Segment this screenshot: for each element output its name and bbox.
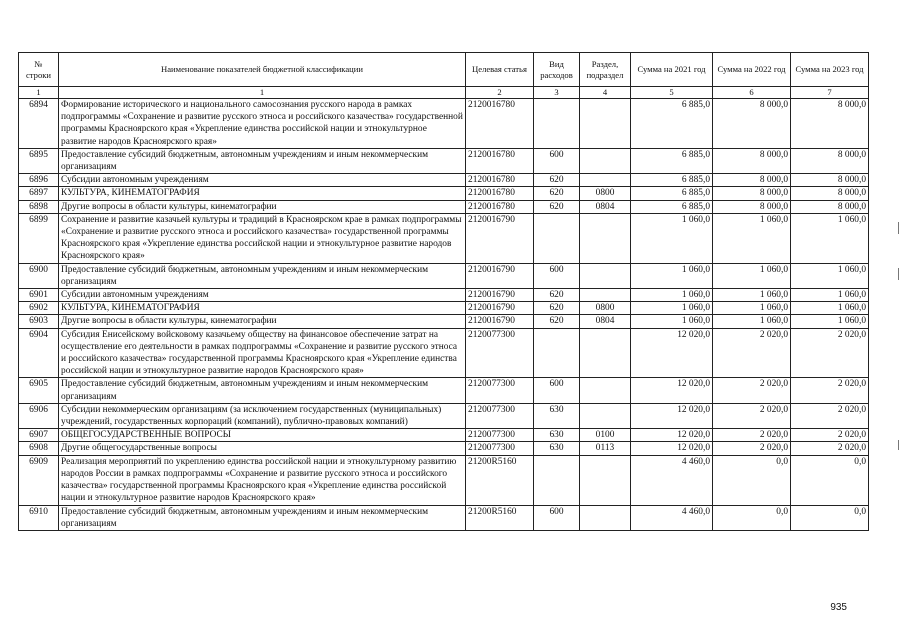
- indicator-name-cell: КУЛЬТУРА, КИНЕМАТОГРАФИЯ: [59, 187, 466, 200]
- column-number: 7: [791, 87, 869, 99]
- table-row: [19, 302, 869, 315]
- header-sum-2021: Сумма на 2021 год: [631, 53, 713, 87]
- expense-type-cell: [534, 99, 580, 149]
- expense-type-cell: 620: [534, 302, 580, 315]
- expense-type-cell: 600: [534, 263, 580, 288]
- sum-2022-cell: 2 020,0: [713, 442, 791, 455]
- budget-table: [18, 52, 869, 531]
- section-cell: [580, 378, 631, 403]
- sum-2021-cell: 12 020,0: [631, 328, 713, 378]
- indicator-name-cell: Формирование исторического и национального самосознания русского народа в рамках подпрограммы «Сохранение и развитие русского этноса и российского казачества» государственной программы Красноярского края «Укрепление единства российской нации и этнокультурное развитие народов Красноярского края»: [59, 99, 466, 149]
- sum-2022-cell: 0,0: [713, 505, 791, 530]
- table-row: [19, 263, 869, 288]
- row-number-cell: 6908: [19, 442, 59, 455]
- target-article-cell: 2120077300: [466, 403, 534, 428]
- sum-2023-cell: 1 060,0: [791, 289, 869, 302]
- expense-type-cell: [534, 455, 580, 505]
- table-row: [19, 429, 869, 442]
- target-article-cell: 2120016780: [466, 174, 534, 187]
- row-number-cell: 6896: [19, 174, 59, 187]
- column-number: 4: [580, 87, 631, 99]
- row-number-cell: 6895: [19, 148, 59, 173]
- scan-edge-mark: [898, 440, 899, 450]
- column-numbers-row: [19, 87, 869, 99]
- target-article-cell: 2120016790: [466, 263, 534, 288]
- sum-2022-cell: 8 000,0: [713, 187, 791, 200]
- table-row: [19, 200, 869, 213]
- target-article-cell: 2120016790: [466, 302, 534, 315]
- sum-2022-cell: 1 060,0: [713, 302, 791, 315]
- table-row: [19, 455, 869, 505]
- indicator-name-cell: Предоставление субсидий бюджетным, автономным учреждениям и иным некоммерческим организациям: [59, 378, 466, 403]
- expense-type-cell: 630: [534, 403, 580, 428]
- row-number-cell: 6900: [19, 263, 59, 288]
- target-article-cell: 2120016780: [466, 200, 534, 213]
- section-cell: [580, 505, 631, 530]
- target-article-cell: 2120016790: [466, 213, 534, 263]
- sum-2022-cell: 1 060,0: [713, 315, 791, 328]
- section-cell: 0804: [580, 315, 631, 328]
- expense-type-cell: 620: [534, 289, 580, 302]
- header-sum-2022: Сумма на 2022 год: [713, 53, 791, 87]
- column-number: 1: [59, 87, 466, 99]
- column-number: 3: [534, 87, 580, 99]
- sum-2021-cell: 6 885,0: [631, 174, 713, 187]
- expense-type-cell: 620: [534, 187, 580, 200]
- column-number: 5: [631, 87, 713, 99]
- sum-2023-cell: 8 000,0: [791, 174, 869, 187]
- sum-2022-cell: 8 000,0: [713, 200, 791, 213]
- expense-type-cell: 600: [534, 148, 580, 173]
- row-number-cell: 6901: [19, 289, 59, 302]
- sum-2021-cell: 1 060,0: [631, 315, 713, 328]
- section-cell: 0800: [580, 302, 631, 315]
- sum-2021-cell: 1 060,0: [631, 302, 713, 315]
- column-number: 2: [466, 87, 534, 99]
- section-cell: 0804: [580, 200, 631, 213]
- sum-2022-cell: 1 060,0: [713, 263, 791, 288]
- sum-2022-cell: 1 060,0: [713, 213, 791, 263]
- sum-2023-cell: 2 020,0: [791, 442, 869, 455]
- target-article-cell: 21200R5160: [466, 505, 534, 530]
- target-article-cell: 2120077300: [466, 429, 534, 442]
- table-body: [19, 99, 869, 531]
- target-article-cell: 2120077300: [466, 442, 534, 455]
- sum-2021-cell: 6 885,0: [631, 200, 713, 213]
- header-section: Раздел, подраздел: [580, 53, 631, 87]
- indicator-name-cell: Предоставление субсидий бюджетным, автономным учреждениям и иным некоммерческим организациям: [59, 505, 466, 530]
- sum-2023-cell: 1 060,0: [791, 263, 869, 288]
- indicator-name-cell: Предоставление субсидий бюджетным, автономным учреждениям и иным некоммерческим организациям: [59, 263, 466, 288]
- indicator-name-cell: Субсидии автономным учреждениям: [59, 174, 466, 187]
- sum-2022-cell: 2 020,0: [713, 378, 791, 403]
- row-number-cell: 6898: [19, 200, 59, 213]
- sum-2022-cell: 2 020,0: [713, 403, 791, 428]
- column-number: 6: [713, 87, 791, 99]
- table-row: [19, 505, 869, 530]
- table-row: [19, 328, 869, 378]
- row-number-cell: 6897: [19, 187, 59, 200]
- section-cell: [580, 174, 631, 187]
- target-article-cell: 2120016780: [466, 187, 534, 200]
- row-number-cell: 6899: [19, 213, 59, 263]
- target-article-cell: 2120016790: [466, 315, 534, 328]
- indicator-name-cell: Другие вопросы в области культуры, кинематографии: [59, 315, 466, 328]
- section-cell: [580, 148, 631, 173]
- table-row: [19, 174, 869, 187]
- sum-2022-cell: 8 000,0: [713, 148, 791, 173]
- header-name: Наименование показателей бюджетной классификации: [59, 53, 466, 87]
- scan-edge-mark: [898, 268, 899, 280]
- section-cell: 0800: [580, 187, 631, 200]
- sum-2021-cell: 12 020,0: [631, 429, 713, 442]
- indicator-name-cell: Субсидии некоммерческим организациям (за исключением государственных (муниципальных) учреждений, государственных корпораций (компаний), публично-правовых компаний): [59, 403, 466, 428]
- row-number-cell: 6909: [19, 455, 59, 505]
- indicator-name-cell: Субсидии автономным учреждениям: [59, 289, 466, 302]
- target-article-cell: 2120077300: [466, 378, 534, 403]
- sum-2023-cell: 2 020,0: [791, 429, 869, 442]
- row-number-cell: 6910: [19, 505, 59, 530]
- expense-type-cell: 630: [534, 429, 580, 442]
- row-number-cell: 6902: [19, 302, 59, 315]
- sum-2023-cell: 1 060,0: [791, 302, 869, 315]
- sum-2022-cell: 0,0: [713, 455, 791, 505]
- sum-2021-cell: 12 020,0: [631, 378, 713, 403]
- sum-2022-cell: 1 060,0: [713, 289, 791, 302]
- table-row: [19, 442, 869, 455]
- header-sum-2023: Сумма на 2023 год: [791, 53, 869, 87]
- section-cell: 0113: [580, 442, 631, 455]
- row-number-cell: 6894: [19, 99, 59, 149]
- table-header-row: [19, 53, 869, 87]
- header-row-no: № строки: [19, 53, 59, 87]
- sum-2023-cell: 2 020,0: [791, 403, 869, 428]
- section-cell: [580, 99, 631, 149]
- sum-2021-cell: 6 885,0: [631, 99, 713, 149]
- table-row: [19, 213, 869, 263]
- sum-2023-cell: 0,0: [791, 455, 869, 505]
- header-target: Целевая статья: [466, 53, 534, 87]
- section-cell: [580, 289, 631, 302]
- sum-2021-cell: 12 020,0: [631, 403, 713, 428]
- table-row: [19, 378, 869, 403]
- section-cell: [580, 455, 631, 505]
- sum-2021-cell: 4 460,0: [631, 505, 713, 530]
- expense-type-cell: 600: [534, 505, 580, 530]
- row-number-cell: 6906: [19, 403, 59, 428]
- sum-2023-cell: 2 020,0: [791, 378, 869, 403]
- expense-type-cell: 600: [534, 378, 580, 403]
- section-cell: [580, 328, 631, 378]
- sum-2022-cell: 2 020,0: [713, 429, 791, 442]
- sum-2023-cell: 0,0: [791, 505, 869, 530]
- target-article-cell: 2120016780: [466, 99, 534, 149]
- expense-type-cell: 630: [534, 442, 580, 455]
- sum-2023-cell: 1 060,0: [791, 213, 869, 263]
- section-cell: [580, 403, 631, 428]
- sum-2023-cell: 8 000,0: [791, 99, 869, 149]
- row-number-cell: 6905: [19, 378, 59, 403]
- sum-2022-cell: 2 020,0: [713, 328, 791, 378]
- target-article-cell: 21200R5160: [466, 455, 534, 505]
- indicator-name-cell: Другие общегосударственные вопросы: [59, 442, 466, 455]
- sum-2021-cell: 4 460,0: [631, 455, 713, 505]
- expense-type-cell: [534, 213, 580, 263]
- header-expense-type: Вид расходов: [534, 53, 580, 87]
- table-row: [19, 187, 869, 200]
- sum-2021-cell: 12 020,0: [631, 442, 713, 455]
- sum-2023-cell: 8 000,0: [791, 187, 869, 200]
- scan-edge-mark: [898, 222, 899, 234]
- row-number-cell: 6904: [19, 328, 59, 378]
- table-row: [19, 403, 869, 428]
- expense-type-cell: 620: [534, 315, 580, 328]
- column-number: 1: [19, 87, 59, 99]
- sum-2021-cell: 1 060,0: [631, 213, 713, 263]
- target-article-cell: 2120016780: [466, 148, 534, 173]
- table-row: [19, 315, 869, 328]
- target-article-cell: 2120077300: [466, 328, 534, 378]
- sum-2021-cell: 1 060,0: [631, 263, 713, 288]
- sum-2023-cell: 8 000,0: [791, 148, 869, 173]
- table-row: [19, 289, 869, 302]
- indicator-name-cell: КУЛЬТУРА, КИНЕМАТОГРАФИЯ: [59, 302, 466, 315]
- expense-type-cell: 620: [534, 174, 580, 187]
- section-cell: 0100: [580, 429, 631, 442]
- indicator-name-cell: Другие вопросы в области культуры, кинематографии: [59, 200, 466, 213]
- sum-2022-cell: 8 000,0: [713, 174, 791, 187]
- sum-2021-cell: 6 885,0: [631, 148, 713, 173]
- section-cell: [580, 263, 631, 288]
- indicator-name-cell: Реализация мероприятий по укреплению единства российской нации и этнокультурному развитию народов России в рамках подпрограммы «Сохранение и развитие русского этноса и российского казачества» государственной программы Красноярского края «Укрепление единства российской нации и этнокультурное развитие народов Красноярского края»: [59, 455, 466, 505]
- sum-2021-cell: 1 060,0: [631, 289, 713, 302]
- sum-2023-cell: 1 060,0: [791, 315, 869, 328]
- sum-2022-cell: 8 000,0: [713, 99, 791, 149]
- indicator-name-cell: Сохранение и развитие казачьей культуры и традиций в Красноярском крае в рамках подпрограммы «Сохранение и развитие русского этноса и российского казачества» государственной программы Красноярского края «Укрепление единства российской нации и этнокультурное развитие народов Красноярского края»: [59, 213, 466, 263]
- page-number: 935: [830, 602, 847, 613]
- section-cell: [580, 213, 631, 263]
- table-row: [19, 99, 869, 149]
- sum-2021-cell: 6 885,0: [631, 187, 713, 200]
- sum-2023-cell: 2 020,0: [791, 328, 869, 378]
- row-number-cell: 6903: [19, 315, 59, 328]
- indicator-name-cell: ОБЩЕГОСУДАРСТВЕННЫЕ ВОПРОСЫ: [59, 429, 466, 442]
- indicator-name-cell: Субсидия Енисейскому войсковому казачьему обществу на финансовое обеспечение затрат на осуществление его деятельности в рамках подпрограммы «Сохранение и развитие русского этноса и российского казачества» государственной программы Красноярского края «Укрепление единства российской нации и этнокультурное развитие народов Красноярского края»: [59, 328, 466, 378]
- target-article-cell: 2120016790: [466, 289, 534, 302]
- indicator-name-cell: Предоставление субсидий бюджетным, автономным учреждениям и иным некоммерческим организациям: [59, 148, 466, 173]
- expense-type-cell: 620: [534, 200, 580, 213]
- table-row: [19, 148, 869, 173]
- expense-type-cell: [534, 328, 580, 378]
- row-number-cell: 6907: [19, 429, 59, 442]
- sum-2023-cell: 8 000,0: [791, 200, 869, 213]
